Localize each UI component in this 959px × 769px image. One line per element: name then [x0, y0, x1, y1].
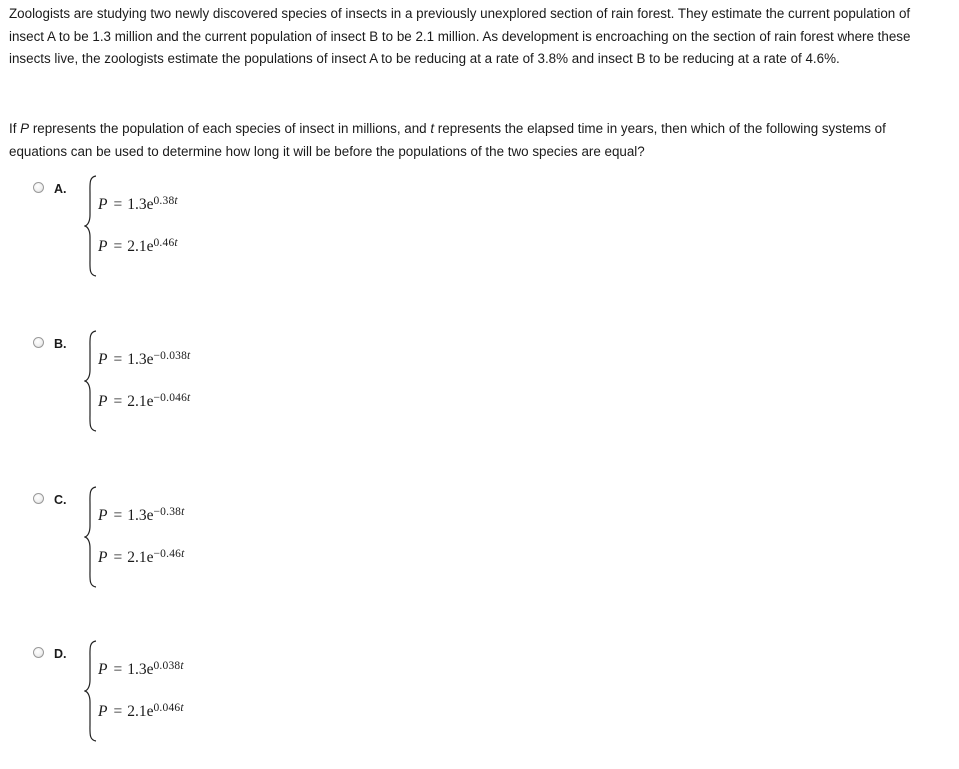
option-b-equation-1: $P = 1.3e^{-0.038t}$ [98, 350, 191, 368]
option-b-letter[interactable]: B. [54, 337, 67, 351]
option-d-radio[interactable] [33, 647, 44, 658]
option-d-equation-2: $P = 2.1e^{0.046t}$ [98, 702, 184, 720]
option-a-equation-2: $P = 2.1e^{0.46t}$ [98, 237, 178, 255]
option-b[interactable] [32, 336, 432, 446]
option-a-equation-1: $P = 1.3e^{0.38t}$ [98, 195, 178, 213]
prompt-text-1: If [9, 121, 21, 136]
option-d-equation-1: $P = 1.3e^{0.038t}$ [98, 660, 184, 678]
prompt-text-3: represents the elapsed time in years, then which of the following systems of equations can be used to determine how long it will be before the populations of the two species are equal? [9, 121, 886, 159]
option-a[interactable] [32, 181, 432, 291]
left-brace-icon [84, 175, 98, 277]
left-brace-icon [84, 330, 98, 432]
option-d[interactable] [32, 646, 432, 756]
left-brace-icon [84, 640, 98, 742]
option-c-radio[interactable] [33, 493, 44, 504]
question-prompt [9, 118, 944, 163]
option-c[interactable] [32, 492, 432, 602]
prompt-variable-p: P [20, 121, 30, 136]
option-d-letter[interactable]: D. [54, 647, 67, 661]
option-a-radio[interactable] [33, 182, 44, 193]
option-b-radio[interactable] [33, 337, 44, 348]
option-c-letter[interactable]: C. [54, 493, 67, 507]
option-c-equation-1: $P = 1.3e^{-0.38t}$ [98, 506, 185, 524]
option-c-equation-2: $P = 2.1e^{-0.46t}$ [98, 548, 185, 566]
option-a-letter[interactable]: A. [54, 182, 67, 196]
option-b-equation-2: $P = 2.1e^{-0.046t}$ [98, 392, 191, 410]
prompt-variable-t: t [430, 121, 435, 136]
left-brace-icon [84, 486, 98, 588]
prompt-text-2: represents the population of each species of insect in millions, and [29, 121, 431, 136]
question-intro: Zoologists are studying two newly discovered species of insects in a previously unexplored section of rain forest. They estimate the current population of insect A to be 1.3 million and the current population of insect B to be 2.1 million. As development is encroaching on the section of rain forest where these insects live, the zoologists estimate the populations of insect A to be reducing at a rate of 3.8% and insect B to be reducing at a rate of 4.6%. [9, 6, 911, 67]
